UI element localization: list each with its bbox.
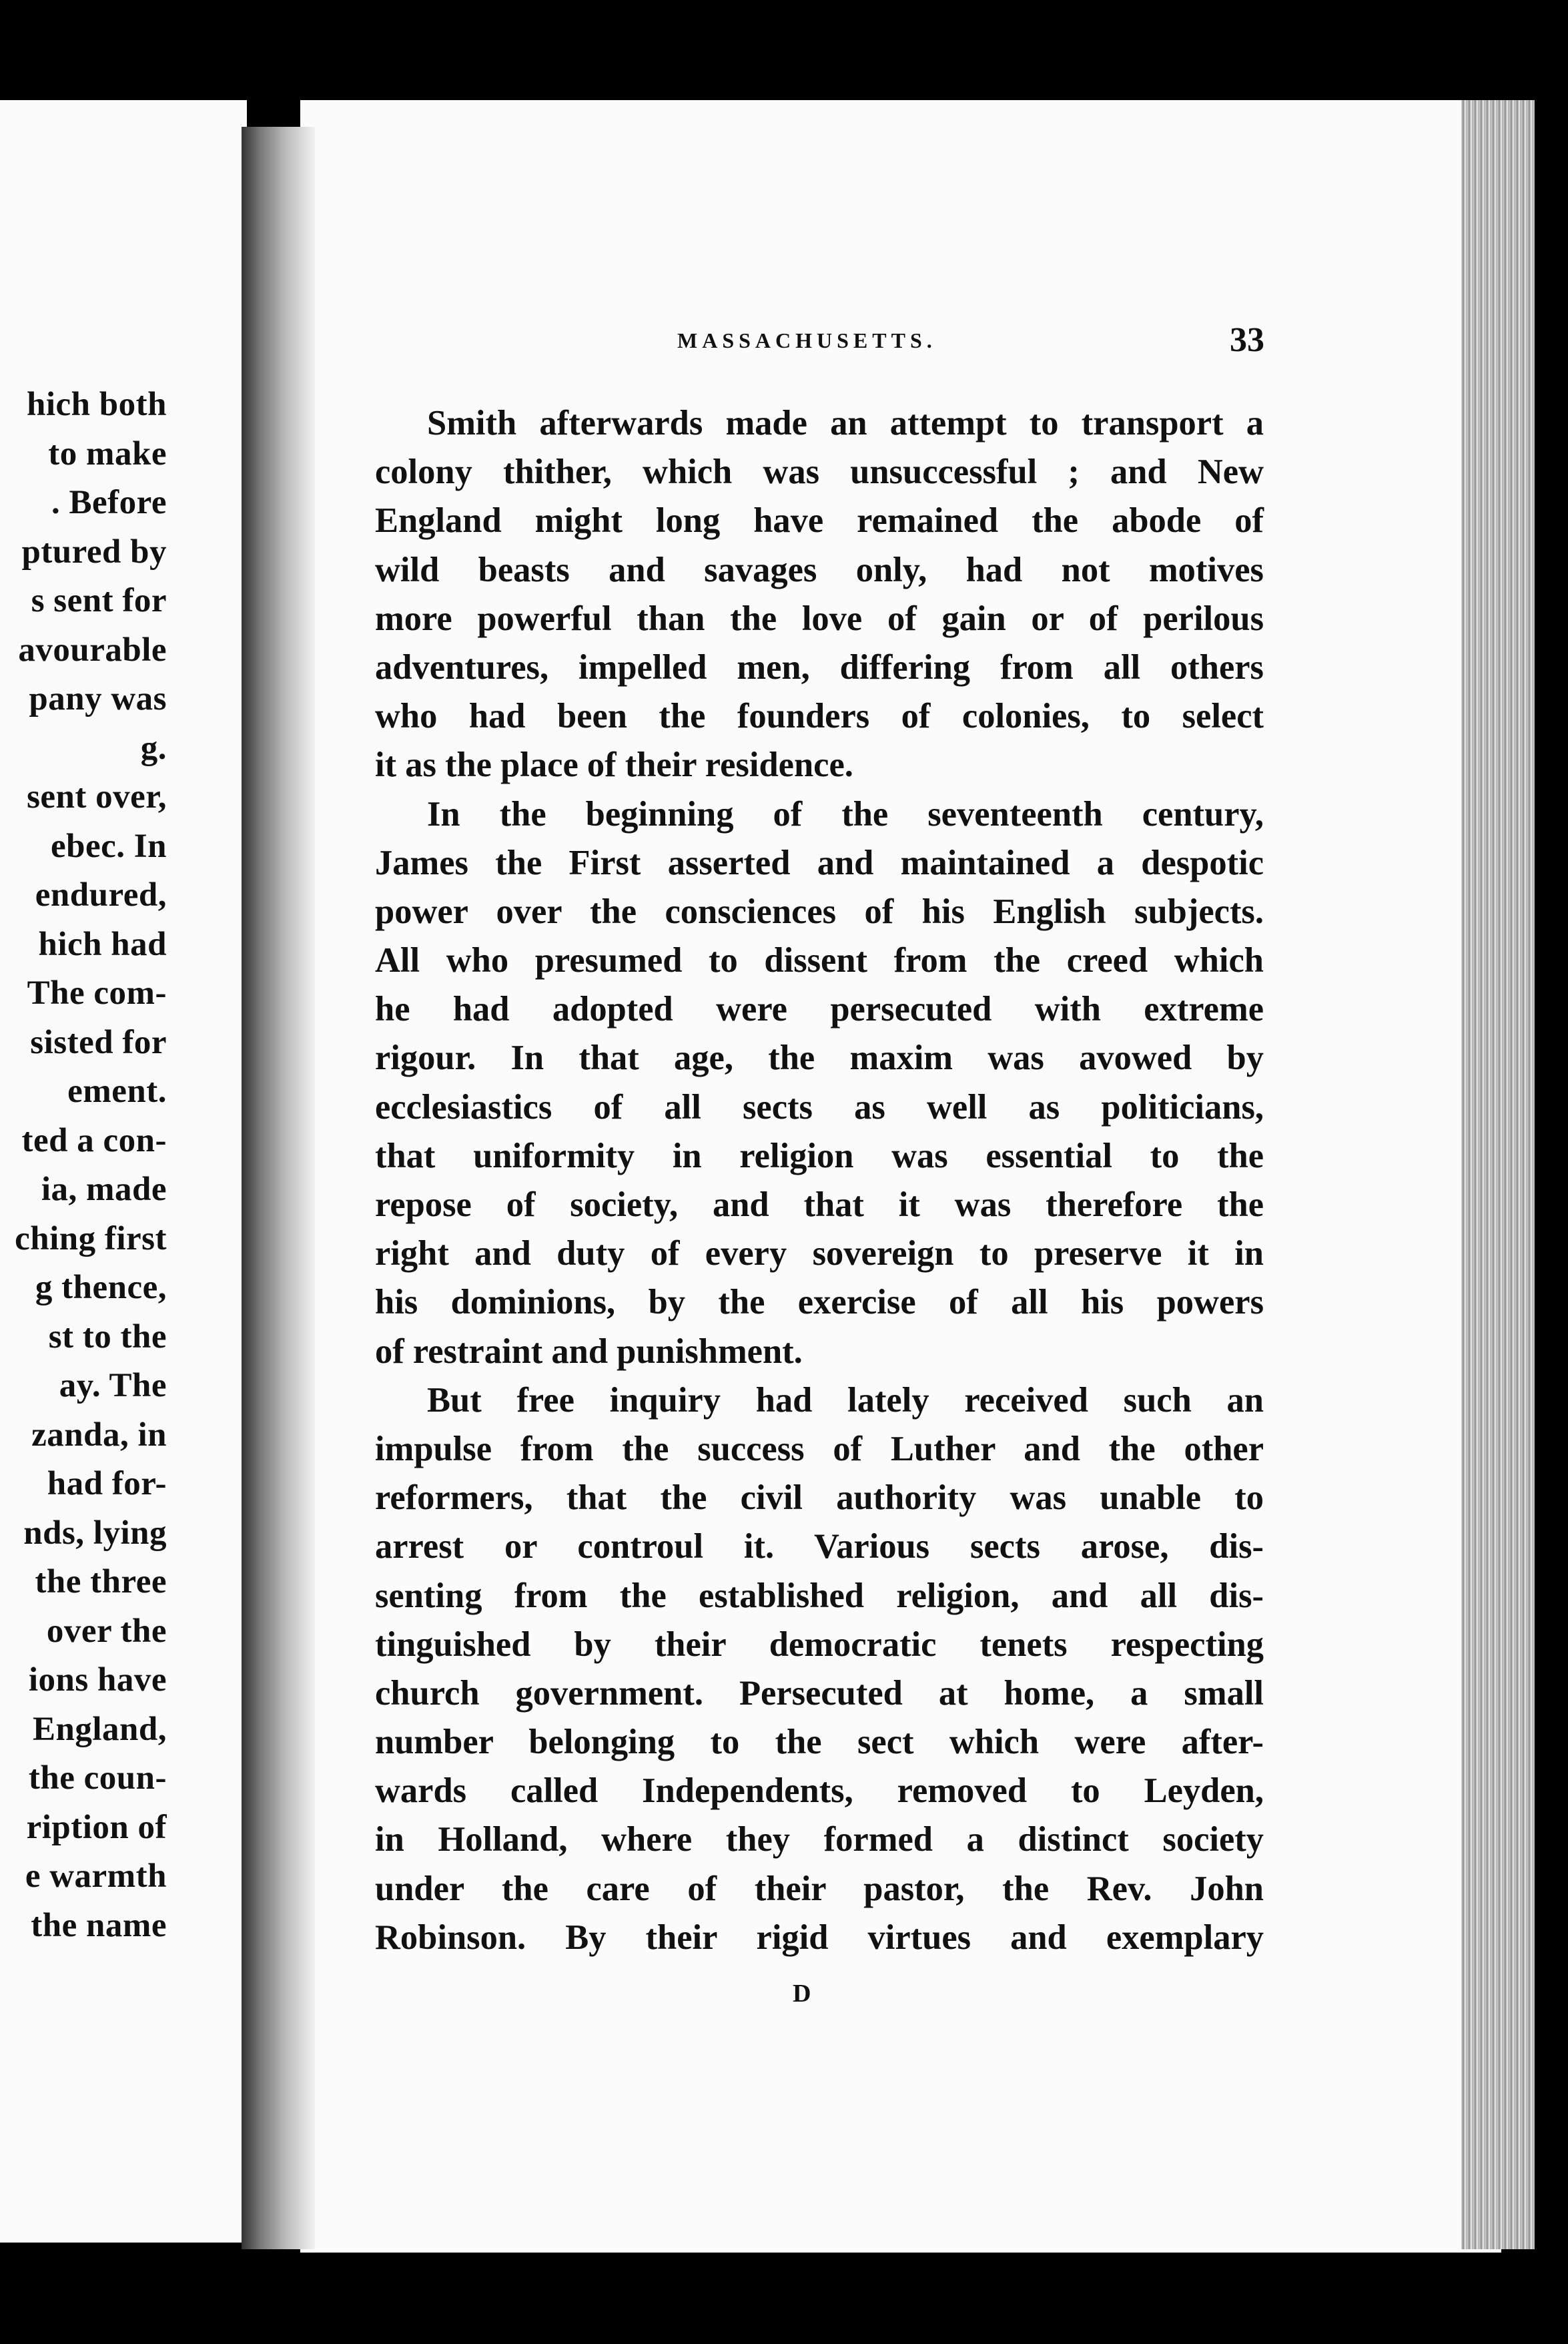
text-line: under the care of their pastor, the Rev. John [375,1869,1264,1908]
text-line: power over the consciences of his English subjects. [375,892,1264,931]
text-line: that uniformity in religion was essential to the [375,1136,1264,1175]
left-page-line: ement. [67,1073,167,1110]
left-page-line: zanda, in [31,1416,167,1454]
left-page-line: sisted for [30,1023,167,1061]
left-page-line: e warmth [25,1857,167,1895]
left-page-line: over the [46,1612,167,1650]
page-fore-edge [1461,100,1535,2249]
text-line: ecclesiastics of all sects as well as politicians, [375,1087,1264,1127]
left-page-line: st to the [48,1317,167,1356]
left-page-line: s sent for [31,582,167,619]
left-page-line: endured, [35,876,167,914]
left-page-line: hich had [38,925,167,963]
left-page-line: ription of [26,1808,167,1846]
text-line: England might long have remained the abode of [375,501,1264,541]
left-page-line: g thence, [35,1269,167,1306]
text-line: senting from the established religion, and all dis- [375,1576,1264,1615]
text-line: In the beginning of the seventeenth century, [427,794,1264,834]
text-line: tinguished by their democratic tenets respecting [375,1625,1264,1664]
left-page-line: the coun- [28,1759,167,1797]
text-line: adventures, impelled men, differing from all others [375,647,1264,687]
text-line: repose of society, and that it was therefore the [375,1185,1264,1224]
text-line: All who presumed to dissent from the creed which [375,941,1264,980]
left-page-line: ia, made [41,1171,167,1208]
text-line: Smith afterwards made an attempt to transport a [427,404,1264,443]
left-page-line: . Before [51,484,167,521]
left-page-line: the name [31,1906,167,1944]
text-line: more powerful than the love of gain or of perilous [375,599,1264,638]
text-line: of restraint and punishment. [375,1332,803,1371]
text-line: wild beasts and savages only, had not motives [375,550,1264,589]
text-line: it as the place of their residence. [375,746,853,785]
left-page-line: pany was [29,680,167,717]
left-page-line: The com- [27,974,167,1012]
text-line: he had adopted were persecuted with extreme [375,990,1264,1029]
left-page-line: to make [48,434,167,473]
text-line: colony thither, which was unsuccessful ; and New [375,453,1264,492]
running-head-title: MASSACHUSETTS. [677,328,937,352]
signature-mark: D [793,1980,811,2008]
text-line: who had been the founders of colonies, to select [375,697,1264,736]
text-line: his dominions, by the exercise of all his powers [375,1283,1264,1322]
binding-gutter-shadow [242,127,315,2249]
left-page-line: sent over, [27,778,167,816]
body-text [375,399,1264,1962]
left-page-line: hich both [27,386,167,423]
text-line: number belonging to the sect which were after- [375,1723,1264,1762]
left-page-line: had for- [47,1465,167,1502]
text-line: James the First asserted and maintained a despotic [375,843,1264,882]
left-page-line: ted a con- [21,1121,167,1159]
text-line: But free inquiry had lately received such an [427,1380,1264,1420]
left-page-text [0,380,167,1950]
left-page-line: avourable [18,631,167,669]
left-page-line: g. [140,729,167,767]
left-page-line: England, [32,1710,167,1748]
text-line: right and duty of every sovereign to preserve it in [375,1234,1264,1273]
text-line: church government. Persecuted at home, a small [375,1673,1264,1713]
left-page-line: ions have [28,1661,167,1699]
text-line: Robinson. By their rigid virtues and exemplary [375,1918,1264,1957]
left-page-line: the three [35,1563,167,1600]
left-page-line: ay. The [59,1367,167,1404]
text-line: rigour. In that age, the maxim was avowed by [375,1039,1264,1078]
left-page-line: ching first [15,1219,167,1257]
left-page-line: ptured by [21,533,167,571]
left-page-line: nds, lying [23,1514,167,1552]
left-page-line: ebec. In [51,827,167,865]
running-head [384,320,1264,360]
page-number: 33 [1230,321,1264,359]
text-line: arrest or controul it. Various sects arose, dis- [375,1527,1264,1566]
text-line: wards called Independents, removed to Leyden, [375,1771,1264,1811]
text-line: impulse from the success of Luther and the other [375,1429,1264,1468]
text-line: reformers, that the civil authority was unable to [375,1478,1264,1518]
text-line: in Holland, where they formed a distinct society [375,1820,1264,1859]
